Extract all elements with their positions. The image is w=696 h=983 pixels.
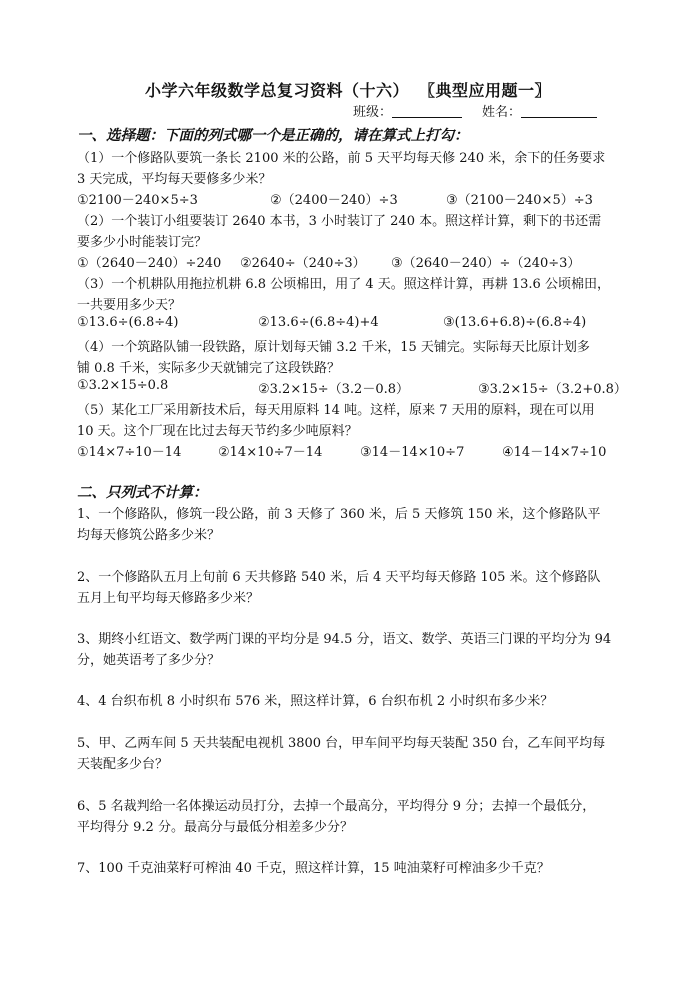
- s2-item2-line2: 五月上旬平均每天修路多少米？: [77, 591, 260, 606]
- q1-option-1[interactable]: ①2100－240×5÷3: [77, 193, 198, 208]
- title-subtitle: 〖典型应用题一〗: [427, 81, 552, 100]
- s2-item2-line1: 2、一个修路队五月上旬前 6 天共修路 540 米，后 4 天平均每天修路 105 米。这个修路队: [77, 570, 601, 585]
- class-label: 班级：: [353, 105, 393, 120]
- q2-option-1[interactable]: ①（2640－240）÷240: [77, 256, 222, 271]
- q5-option-4[interactable]: ④14－14×7÷10: [502, 445, 607, 460]
- q4-option-1[interactable]: ①3.2×15÷0.8: [77, 378, 169, 393]
- section1-heading: 一、选择题：下面的列式哪一个是正确的，请在算式上打勾：: [77, 127, 469, 144]
- s2-item5-line1: 5、甲、乙两车间 5 天共装配电视机 3800 台，甲车间平均每天装配 350 台，乙车间平均每: [77, 736, 606, 751]
- q2-line1: （2）一个装订小组要装订 2640 本书，3 小时装订了 240 本。照这样计算，剩下的书还需: [77, 214, 602, 229]
- student-info-fields: [353, 101, 597, 120]
- q2-option-3[interactable]: ③（2640－240）÷（240÷3）: [391, 256, 581, 271]
- s2-item6-line1: 6、5 名裁判给一名体操运动员打分，去掉一个最高分，平均得分 9 分；去掉一个最低分，: [77, 799, 596, 814]
- q4-option-3[interactable]: ③3.2×15÷（3.2+0.8）: [478, 382, 627, 397]
- s2-item3-line1: 3、期终小红语文、数学两门课的平均分是 94.5 分，语文、数学、英语三门课的平均分为 94: [77, 632, 612, 647]
- q1-option-2[interactable]: ②（2400－240）÷3: [270, 193, 398, 208]
- s2-item6-line2: 平均得分 9.2 分。最高分与最低分相差多少分？: [77, 820, 353, 835]
- q1-line2: 3 天完成，平均每天要修多少米？: [77, 172, 272, 187]
- s2-item1-line2: 均每天修筑公路多少米？: [77, 528, 221, 543]
- q3-line2: 一共要用多少天？: [77, 298, 182, 313]
- q4-option-2[interactable]: ②3.2×15÷（3.2－0.8）: [258, 382, 410, 397]
- q5-option-2[interactable]: ②14×10÷7－14: [218, 445, 323, 460]
- section2-heading: 二、只列式不计算：: [77, 484, 208, 501]
- s2-item7-line1: 7、100 千克油菜籽可榨油 40 千克，照这样计算，15 吨油菜籽可榨油多少千克？: [77, 861, 550, 876]
- q1-line1: （1）一个修路队要筑一条长 2100 米的公路，前 5 天平均每天修 240 米，余下的任务要求: [77, 151, 606, 166]
- q5-line2: 10 天。这个厂现在比过去每天节约多少吨原料？: [77, 424, 358, 439]
- s2-item5-line2: 天装配多少台？: [77, 757, 169, 772]
- q3-line1: （3）一个机耕队用拖拉机耕 6.8 公顷棉田，用了 4 天。照这样计算，再耕 13.6 公顷棉田，: [77, 277, 610, 292]
- q2-line2: 要多少小时能装订完？: [77, 235, 208, 250]
- q3-option-2[interactable]: ②13.6÷(6.8÷4)+4: [258, 315, 379, 330]
- q2-option-2[interactable]: ②2640÷（240÷3）: [240, 256, 366, 271]
- q5-option-1[interactable]: ①14×7÷10－14: [77, 445, 182, 460]
- q3-option-3[interactable]: ③(13.6+6.8)÷(6.8÷4): [443, 315, 587, 330]
- s2-item4-line1: 4、4 台织布机 8 小时织布 576 米，照这样计算，6 台织布机 2 小时织布多少米？: [77, 694, 554, 709]
- s2-item1-line1: 1、一个修路队，修筑一段公路，前 3 天修了 360 米，后 5 天修筑 150 米，这个修路队平: [77, 507, 601, 522]
- name-blank[interactable]: [521, 104, 597, 118]
- q1-option-3[interactable]: ③（2100－240×5）÷3: [446, 193, 593, 208]
- title-main: 小学六年级数学总复习资料（十六）: [144, 81, 409, 100]
- q5-option-3[interactable]: ③14－14×10÷7: [360, 445, 465, 460]
- q5-line1: （5）某化工厂采用新技术后，每天用原料 14 吨。这样，原来 7 天用的原料，现在可以用: [77, 403, 595, 418]
- page-title: [0, 78, 696, 101]
- name-label: 姓名：: [482, 105, 522, 120]
- q4-line1: （4）一个筑路队铺一段铁路，原计划每天铺 3.2 千米，15 天铺完。实际每天比原计划多: [77, 340, 590, 355]
- class-blank[interactable]: [392, 104, 462, 118]
- q4-line2: 铺 0.8 千米，实际多少天就铺完了这段铁路？: [77, 361, 340, 376]
- q3-option-1[interactable]: ①13.6÷(6.8÷4): [77, 315, 179, 330]
- s2-item3-line2: 分，她英语考了多少分？: [77, 653, 221, 668]
